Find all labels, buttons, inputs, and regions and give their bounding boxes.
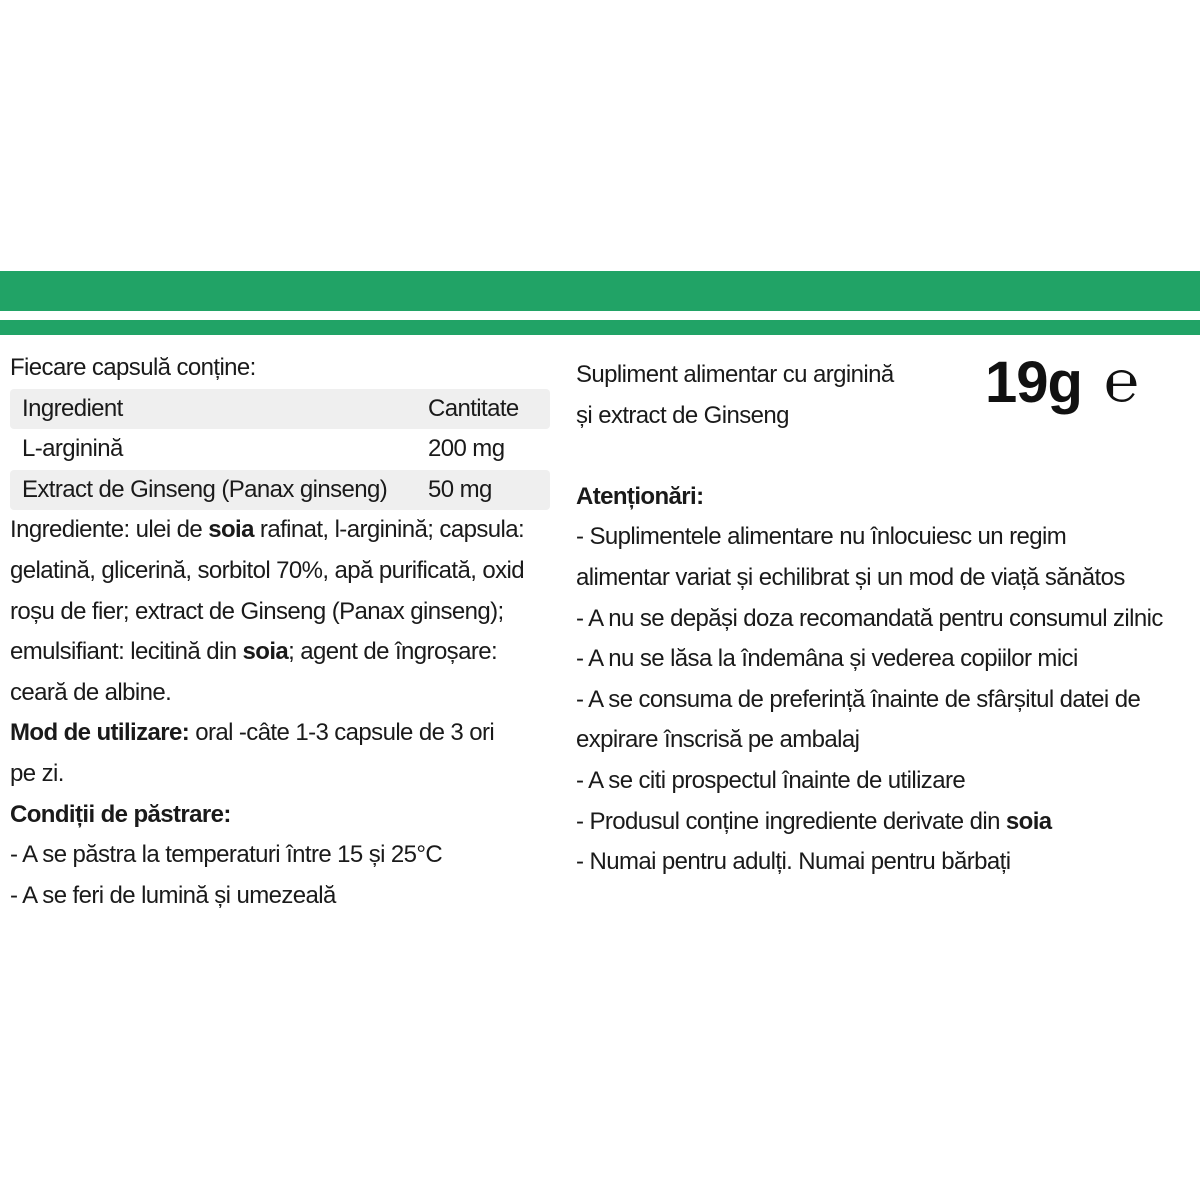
warning-item: alimentar variat și echilibrat și un mod de viață sănătos	[576, 563, 1125, 591]
ingredient-cell: Extract de Ginseng (Panax ginseng)	[22, 475, 388, 503]
table-row	[10, 429, 550, 470]
allergen-soia: soia	[208, 516, 254, 544]
ingredients-text: ; agent de îngroșare:	[288, 638, 498, 666]
composition-table	[10, 389, 550, 511]
ingredients-text: rafinat, l-arginină; capsula:	[253, 516, 525, 544]
table-header-row	[10, 389, 550, 430]
warnings-title: Atenționări:	[576, 482, 704, 510]
ingredients-line: gelatină, glicerină, sorbitol 70%, apă purificată, oxid	[10, 556, 524, 584]
warning-item: - A nu se depăși doza recomandată pentru consumul zilnic	[576, 604, 1163, 632]
intro-text: Fiecare capsulă conține:	[10, 354, 256, 381]
warning-item: expirare înscrisă pe ambalaj	[576, 726, 860, 754]
right-column	[576, 347, 1196, 883]
storage-item: - A se păstra la temperaturi între 15 și 25°C	[10, 841, 443, 869]
ingredients-line: ceară de albine.	[10, 678, 172, 706]
product-description: Supliment alimentar cu arginină	[576, 361, 894, 388]
storage-title: Condiții de păstrare:	[10, 800, 231, 828]
ingredients-line	[10, 632, 562, 673]
ingredients-text: emulsifiant: lecitină din	[10, 638, 243, 666]
usage-line: pe zi.	[10, 759, 64, 787]
usage-line	[10, 713, 562, 754]
warning-item: - Suplimentele alimentare nu înlocuiesc un regim	[576, 523, 1067, 551]
warning-item	[576, 802, 1196, 843]
estimated-sign-icon: ℮	[1104, 347, 1139, 415]
table-row	[10, 470, 550, 511]
allergen-soia: soia	[1005, 807, 1052, 835]
ingredient-cell: L-arginină	[22, 435, 123, 463]
allergen-soia: soia	[242, 638, 289, 666]
usage-text: oral -câte 1-3 capsule de 3 ori	[189, 719, 495, 747]
header-quantity: Cantitate	[428, 394, 519, 422]
warning-item: - A nu se lăsa la îndemâna și vederea copiilor mici	[576, 645, 1078, 673]
warning-text: - Produsul conține ingrediente derivate din	[576, 807, 1006, 835]
usage-label: Mod de utilizare:	[10, 719, 190, 747]
header-ingredient: Ingredient	[22, 394, 123, 422]
net-weight: 19g	[985, 350, 1082, 415]
product-description: și extract de Ginseng	[576, 401, 789, 429]
left-column	[10, 348, 562, 916]
warning-item: - A se citi prospectul înainte de utilizare	[576, 766, 966, 794]
warning-item: - Numai pentru adulți. Numai pentru bărbați	[576, 848, 1011, 876]
ingredients-line	[10, 510, 562, 551]
quantity-cell: 50 mg	[428, 475, 492, 503]
quantity-cell: 200 mg	[428, 435, 505, 463]
ingredients-line: roșu de fier; extract de Ginseng (Panax ginseng);	[10, 597, 504, 625]
warning-item: - A se consuma de preferință înainte de sfârșitul datei de	[576, 685, 1141, 713]
green-band-bottom	[0, 320, 1200, 335]
storage-item: - A se feri de lumină și umezeală	[10, 881, 336, 909]
green-band-top	[0, 271, 1200, 311]
ingredients-text: Ingrediente: ulei de	[10, 516, 209, 544]
